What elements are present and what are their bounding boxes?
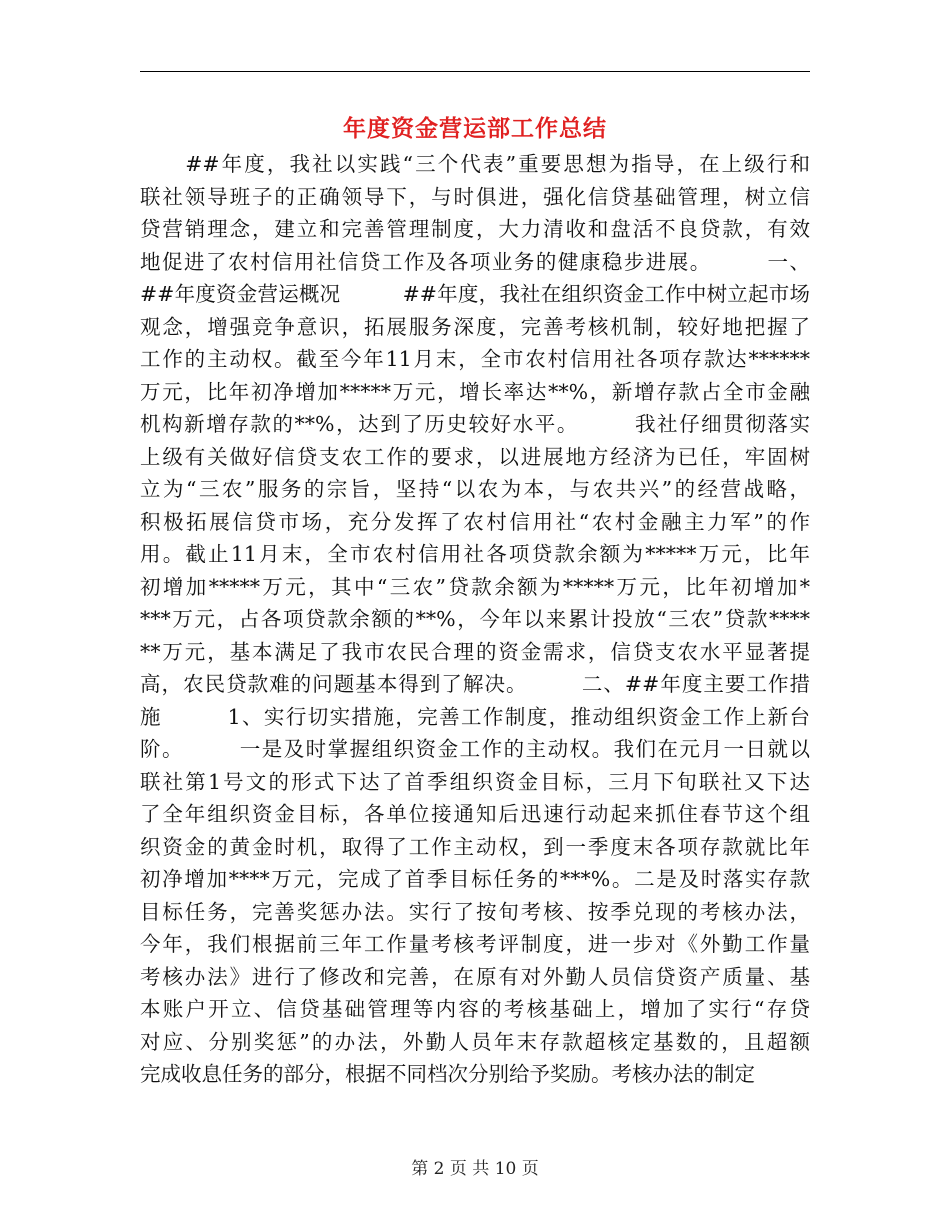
- text-line: 本账户开立、信贷基础管理等内容的考核基础上，增加了实行“存贷: [140, 997, 810, 1021]
- text-line: 观念，增强竞争意识，拓展服务深度，完善考核机制，较好地把握了: [140, 314, 810, 339]
- text-line: 完成收息任务的部分，根据不同档次分别给予奖励。考核办法的制定: [140, 1062, 755, 1086]
- text-line: ***万元，占各项贷款余额的**%，今年以来累计投放“三农”贷款****: [140, 607, 810, 631]
- text-line: 对应、分别奖惩”的办法，外勤人员年末存款超核定基数的，且超额: [140, 1029, 810, 1054]
- text-line: 上级有关做好信贷支农工作的要求，以进展地方经济为已任，牢固树: [140, 444, 810, 469]
- document-title: 年度资金营运部工作总结: [343, 115, 607, 142]
- text-line: 联社领导班子的正确领导下，与时俱进，强化信贷基础管理，树立信: [140, 184, 810, 209]
- text-line: 施 1、实行切实措施，完善工作制度，推动组织资金工作上新台: [140, 704, 810, 729]
- text-line: 考核办法》进行了修改和完善，在原有对外勤人员信贷资产质量、基: [140, 964, 810, 989]
- text-line: 贷营销理念，建立和完善管理制度，大力清收和盘活不良贷款，有效: [140, 217, 810, 241]
- text-line: **万元，基本满足了我市农民合理的资金需求，信贷支农水平显著提: [140, 639, 810, 664]
- text-line: 高，农民贷款难的问题基本得到了解决。 二、##年度主要工作措: [140, 672, 810, 696]
- text-line: 工作的主动权。截至今年11月末，全市农村信用社各项存款达******: [140, 347, 810, 371]
- text-line: ##年度资金营运概况 ##年度，我社在组织资金工作中树立起市场: [140, 282, 810, 306]
- text-line: 用。截止11月末，全市农村信用社各项贷款余额为*****万元，比年: [140, 542, 810, 566]
- text-line: 阶。 一是及时掌握组织资金工作的主动权。我们在元月一日就以: [140, 737, 810, 761]
- text-line: 初净增加****万元，完成了首季目标任务的***%。二是及时落实存款: [140, 867, 810, 891]
- text-line: 初增加*****万元，其中“三农”贷款余额为*****万元，比年初增加*: [140, 574, 810, 599]
- text-line: 地促进了农村信用社信贷工作及各项业务的健康稳步进展。 一、: [140, 249, 810, 274]
- body-text: [140, 148, 810, 1091]
- text-line: 积极拓展信贷市场，充分发挥了农村信用社“农村金融主力军”的作: [140, 509, 810, 534]
- text-line: 机构新增存款的**%，达到了历史较好水平。 我社仔细贯彻落实: [140, 412, 810, 436]
- text-line: 了全年组织资金目标，各单位接通知后迅速行动起来抓住春节这个组: [140, 802, 810, 826]
- text-line: ##年度，我社以实践“三个代表”重要思想为指导，在上级行和: [140, 152, 810, 176]
- text-line: 今年，我们根据前三年工作量考核考评制度，进一步对《外勤工作量: [140, 932, 810, 956]
- text-line: 联社第1号文的形式下达了首季组织资金目标，三月下旬联社又下达: [140, 769, 810, 794]
- page-footer: 第 2 页 共 10 页: [411, 1159, 539, 1179]
- text-line: 目标任务，完善奖惩办法。实行了按旬考核、按季兑现的考核办法，: [140, 899, 810, 924]
- header-rule: [140, 71, 810, 72]
- text-line: 织资金的黄金时机，取得了工作主动权，到一季度末各项存款就比年: [140, 834, 810, 859]
- text-line: 万元，比年初净增加*****万元，增长率达**%，新增存款占全市金融: [140, 379, 810, 404]
- text-line: 立为“三农”服务的宗旨，坚持“以农为本，与农共兴”的经营战略，: [140, 477, 810, 501]
